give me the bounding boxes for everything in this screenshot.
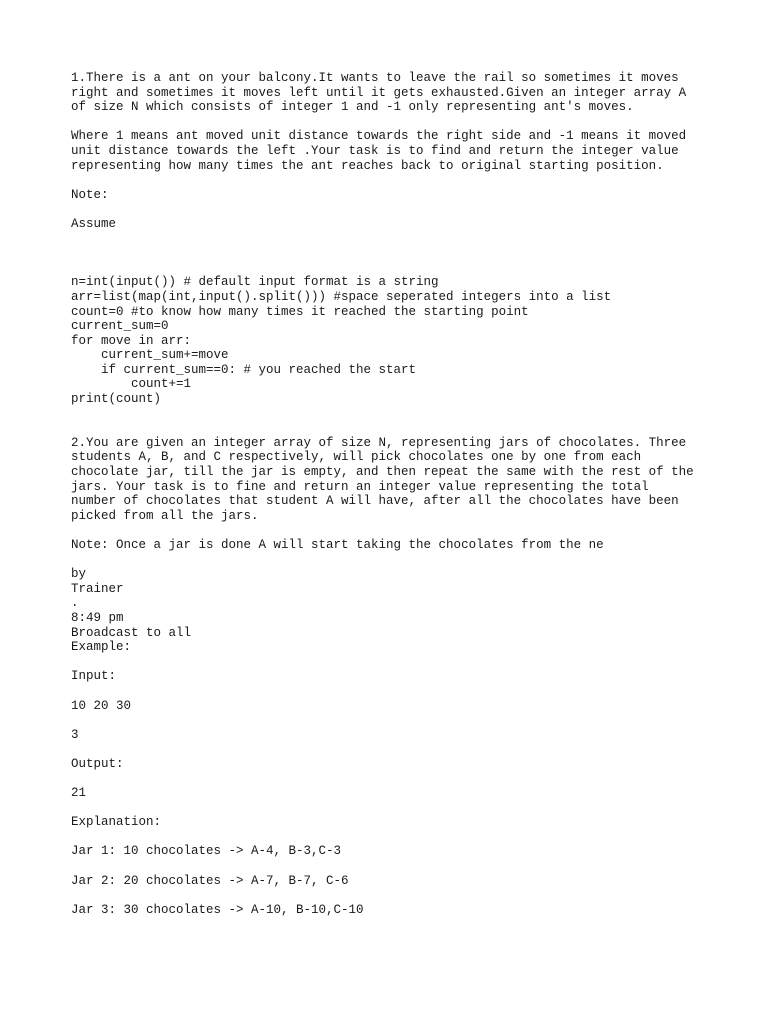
q1-assume: Assume [71,216,117,231]
q2-text-line: 2.You are given an integer array of size N, representing jars of chocolates. Three [71,435,687,450]
q1-code-block [71,275,711,406]
q2-meta-line: Trainer [71,581,124,596]
code-line: count+=1 [71,377,192,392]
code-line: n=int(input()) # default input format is a string [71,275,439,290]
q1-note: Note: [71,187,109,202]
q2-text-line: picked from all the jars. [71,508,259,523]
output-value: 21 [71,786,87,801]
jar-line: Jar 2: 20 chocolates -> A-7, B-7, C-6 [71,873,349,888]
code-line: for move in arr: [71,333,192,348]
code-line: arr=list(map(int,input().split())) #space seperated integers into a list [71,289,612,304]
code-line: if current_sum==0: # you reached the start [71,362,417,377]
q1-text-line: representing how many times the ant reaches back to original starting position. [71,158,664,173]
q2-text-line: jars. Your task is to fine and return an integer value representing the total [71,479,649,494]
jar-line: Jar 1: 10 chocolates -> A-4, B-3,C-3 [71,844,342,859]
explanation-label: Explanation: [71,815,162,830]
q2-meta-line: 8:49 pm [71,610,124,625]
code-line: count=0 #to know how many times it reached the starting point [71,304,529,319]
code-line: current_sum=0 [71,319,169,334]
q2-meta-line: Example: [71,640,132,655]
code-line: current_sum+=move [71,348,229,363]
q2-text-line: chocolate jar, till the jar is empty, and then repeat the same with the rest of the [71,465,694,480]
output-label: Output: [71,756,124,771]
q1-text-line: Where 1 means ant moved unit distance towards the right side and -1 means it moved [71,129,687,144]
jar-line: Jar 3: 30 chocolates -> A-10, B-10,C-10 [71,902,364,917]
q2-text-line: students A, B, and C respectively, will pick chocolates one by one from each [71,450,642,465]
q2-meta-line: . [71,596,79,611]
code-line: print(count) [71,392,162,407]
input-line: 10 20 30 [71,698,132,713]
q2-meta-line: Broadcast to all [71,625,192,640]
q2-meta-line: by [71,567,87,582]
input-line: 3 [71,727,79,742]
input-label: Input: [71,669,117,684]
q1-text-line: unit distance towards the left .Your task is to find and return the integer value [71,143,679,158]
document-body [71,71,711,917]
q1-text-line: of size N which consists of integer 1 and -1 only representing ant's moves. [71,100,634,115]
q1-text-line: right and sometimes it moves left until it gets exhausted.Given an integer array A [71,85,687,100]
q2-text-line: number of chocolates that student A will have, after all the chocolates have been [71,494,679,509]
q1-text-line: 1.There is a ant on your balcony.It wants to leave the rail so sometimes it moves [71,71,679,85]
q2-note: Note: Once a jar is done A will start taking the chocolates from the ne [71,538,604,553]
